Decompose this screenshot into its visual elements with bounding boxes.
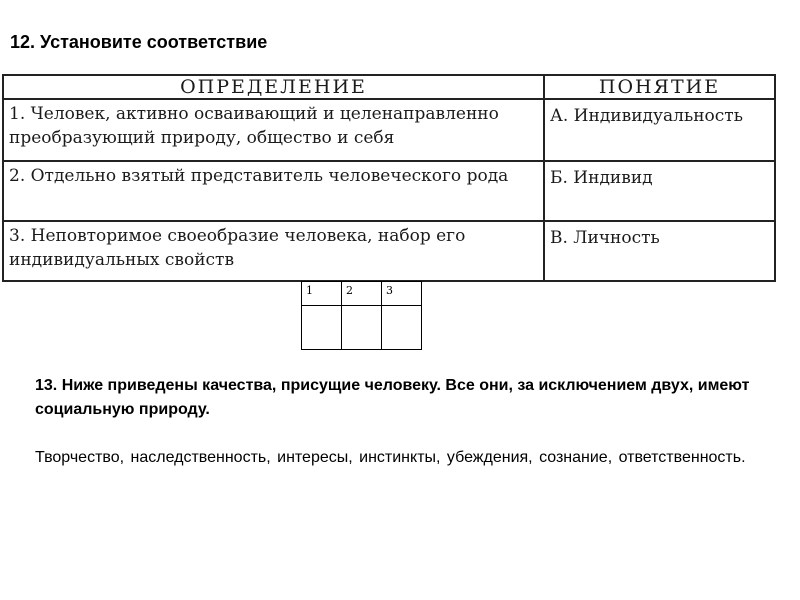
concept-cell: В. Личность — [544, 221, 775, 281]
answer-cell[interactable] — [382, 306, 422, 350]
answer-grid — [301, 281, 422, 350]
task-13-question: 13. Ниже приведены качества, присущие человеку. Все они, за исключением двух, имеют социальную природу. — [35, 377, 750, 418]
answer-label: 3 — [382, 282, 422, 306]
answer-label: 2 — [342, 282, 382, 306]
definition-cell: 1. Человек, активно осваивающий и целенаправленно преобразующий природу, общество и себя — [3, 99, 544, 161]
answer-grid-labels — [302, 282, 422, 306]
answer-grid-inputs — [302, 306, 422, 350]
matching-table — [2, 74, 776, 282]
answer-cell[interactable] — [342, 306, 382, 350]
task-13-items: Творчество, наследственность, интересы, инстинкты, убеждения, сознание, ответственность. — [35, 449, 746, 466]
answer-label: 1 — [302, 282, 342, 306]
table-row — [3, 99, 775, 161]
definition-cell: 3. Неповторимое своеобразие человека, набор его индивидуальных свойств — [3, 221, 544, 281]
table-header-row — [3, 75, 775, 99]
definition-header: ОПРЕДЕЛЕНИЕ — [3, 75, 544, 99]
definition-cell: 2. Отдельно взятый представитель человеческого рода — [3, 161, 544, 221]
answer-cell[interactable] — [302, 306, 342, 350]
table-row — [3, 221, 775, 281]
task-12-title: 12. Установите соответствие — [10, 32, 268, 52]
concept-cell: А. Индивидуальность — [544, 99, 775, 161]
table-row — [3, 161, 775, 221]
concept-cell: Б. Индивид — [544, 161, 775, 221]
concept-header: ПОНЯТИЕ — [544, 75, 775, 99]
